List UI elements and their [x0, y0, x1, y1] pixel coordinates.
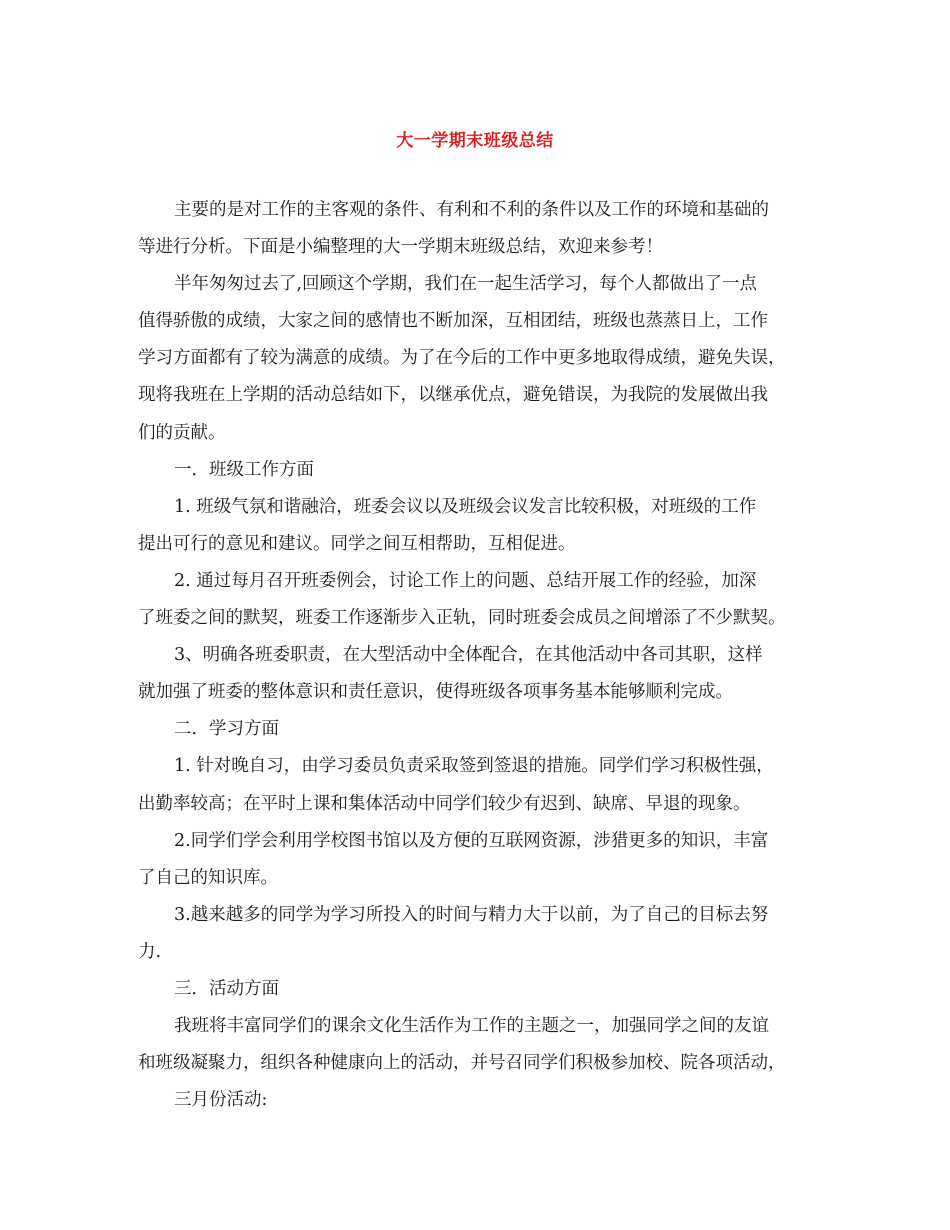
paragraph-line: 出勤率较高；在平时上课和集体活动中同学们较少有迟到、缺席、早退的现象。 — [138, 793, 751, 814]
paragraph-first-line: 1. 班级气氛和谐融洽，班委会议以及班级会议发言比较积极，对班级的工作 — [174, 496, 757, 517]
paragraph-line: 学习方面都有了较为满意的成绩。为了在今后的工作中更多地取得成绩，避免失误， — [138, 348, 786, 369]
paragraph-line: 现将我班在上学期的活动总结如下，以继承优点，避免错误，为我院的发展做出我 — [138, 385, 768, 406]
paragraph-first-line: 二．学习方面 — [174, 719, 279, 740]
document-body — [138, 192, 828, 1119]
paragraph-first-line: 三．活动方面 — [174, 978, 279, 999]
paragraph-first-line: 半年匆匆过去了,回顾这个学期，我们在一起生活学习，每个人都做出了一点 — [174, 274, 758, 295]
paragraph-first-line: 1. 针对晚自习，由学习委员负责采取签到签退的措施。同学们学习积极性强， — [174, 756, 774, 777]
paragraph-first-line: 一．班级工作方面 — [174, 459, 314, 480]
paragraph-line: 了自己的知识库。 — [138, 867, 278, 888]
paragraph-first-line: 我班将丰富同学们的课余文化生活作为工作的主题之一，加强同学之间的友谊 — [174, 1016, 769, 1037]
paragraph-first-line: 3、明确各班委职责，在大型活动中全体配合，在其他活动中各司其职，这样 — [174, 645, 763, 666]
paragraph-first-line: 3.越来越多的同学为学习所投入的时间与精力大于以前，为了自己的目标去努 — [174, 904, 769, 925]
paragraph-line: 和班级凝聚力，组织各种健康向上的活动，并号召同学们积极参加校、院各项活动， — [138, 1053, 786, 1074]
paragraph-line: 力. — [138, 941, 162, 962]
paragraph-first-line: 三月份活动: — [174, 1090, 268, 1111]
paragraph-line: 提出可行的意见和建议。同学之间互相帮助，互相促进。 — [138, 533, 576, 554]
paragraph-line: 就加强了班委的整体意识和责任意识，使得班级各项事务基本能够顺利完成。 — [138, 682, 733, 703]
paragraph-line: 们的贡献。 — [138, 422, 226, 443]
paragraph-first-line: 2. 通过每月召开班委例会，讨论工作上的问题、总结开展工作的经验，加深 — [174, 570, 757, 591]
paragraph-first-line: 2.同学们学会利用学校图书馆以及方便的互联网资源，涉猎更多的知识，丰富 — [174, 830, 769, 851]
paragraph-line: 了班委之间的默契，班委工作逐渐步入正轨，同时班委会成员之间增添了不少默契。 — [138, 608, 786, 629]
paragraph-line: 等进行分析。下面是小编整理的大一学期末班级总结，欢迎来参考！ — [138, 237, 663, 258]
paragraph-first-line: 主要的是对工作的主客观的条件、有利和不利的条件以及工作的环境和基础的 — [174, 200, 769, 220]
document-title: 大一学期末班级总结 — [396, 131, 554, 151]
paragraph-line: 值得骄傲的成绩，大家之间的感情也不断加深，互相团结，班级也蒸蒸日上，工作 — [138, 311, 768, 332]
